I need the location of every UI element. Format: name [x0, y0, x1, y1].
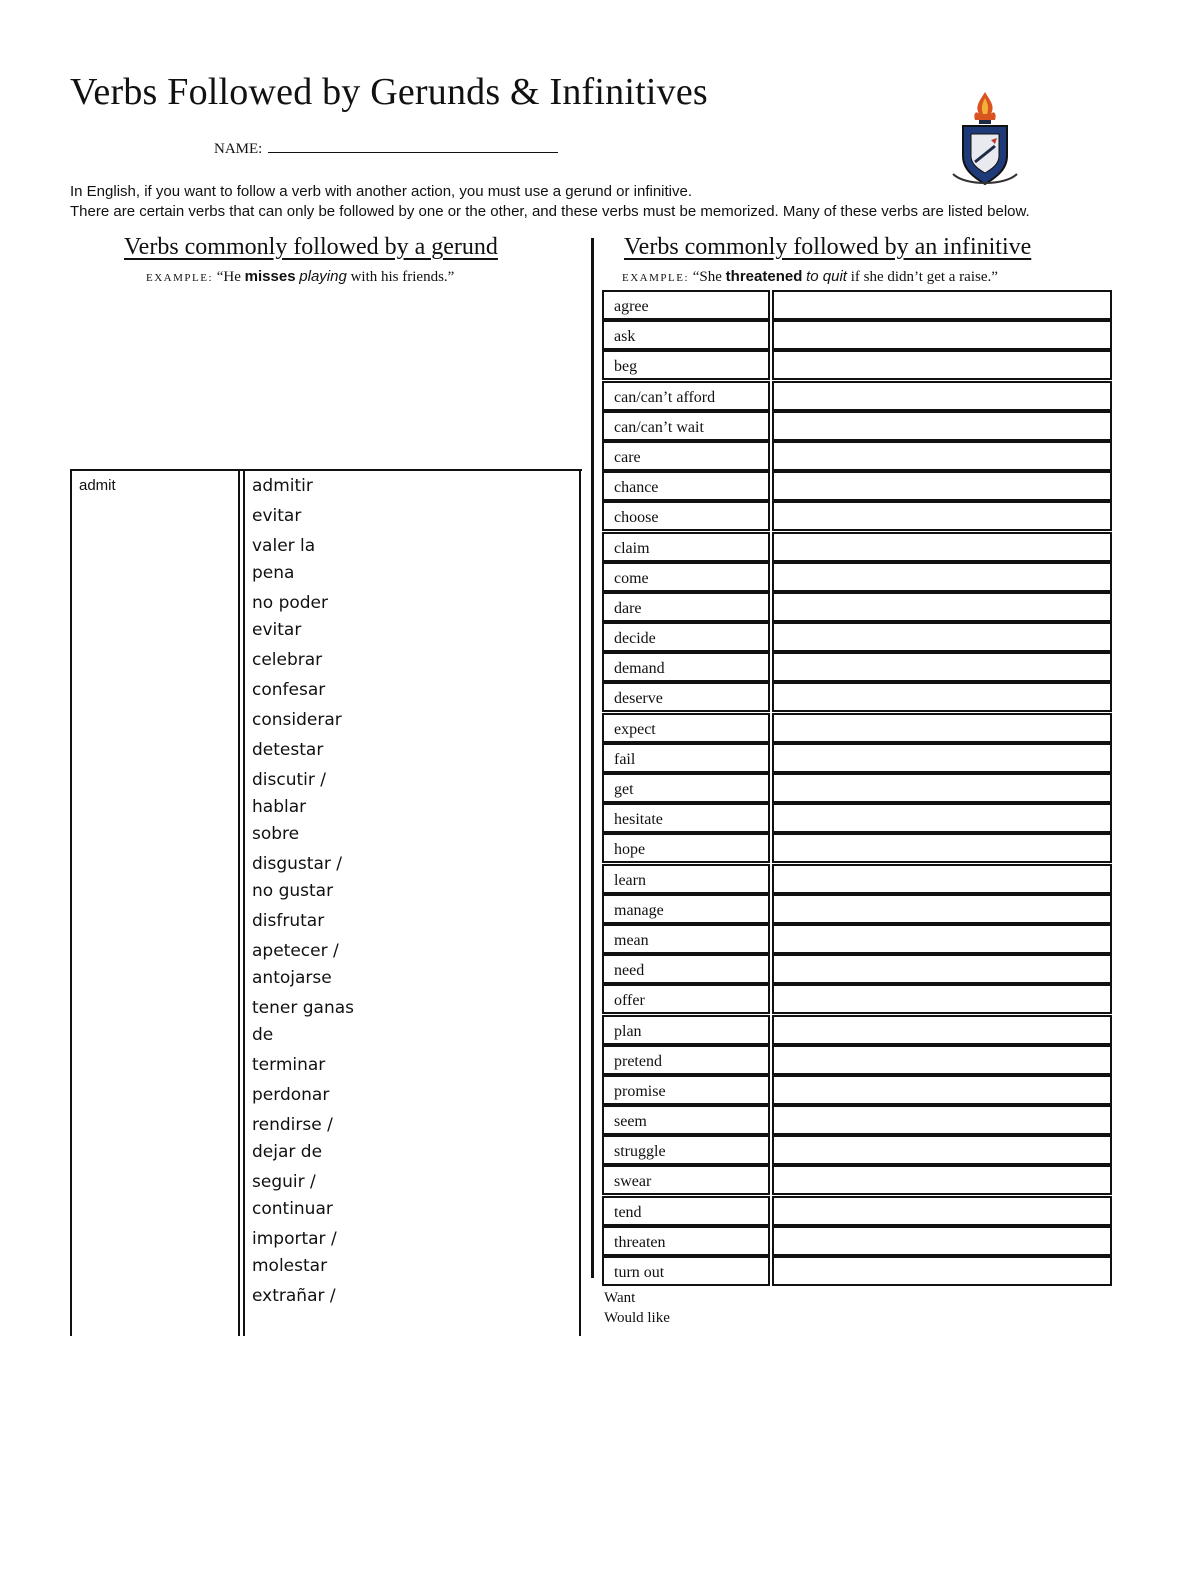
verb-cell	[602, 441, 770, 471]
verb-label: struggle	[614, 1143, 666, 1161]
table-row	[602, 381, 1114, 411]
verb-cell	[602, 1075, 770, 1105]
verb-cell	[602, 864, 770, 894]
answer-cell[interactable]	[772, 532, 1112, 562]
spanish-translation: terminar	[252, 1055, 326, 1075]
example-verb: threatened	[725, 268, 803, 285]
answer-cell[interactable]	[772, 833, 1112, 863]
verb-label: can/can’t afford	[614, 388, 716, 406]
answer-cell[interactable]	[772, 984, 1112, 1014]
answer-cell[interactable]	[772, 864, 1112, 894]
table-row	[602, 1256, 1114, 1286]
verb-label: deserve	[614, 690, 663, 708]
spanish-translation: rendirse / dejar de	[252, 1115, 333, 1162]
extra-verbs	[604, 1288, 670, 1328]
verb-cell	[602, 290, 770, 320]
gerund-heading: Verbs commonly followed by a gerund	[124, 234, 498, 260]
verb-label: hope	[614, 841, 646, 859]
table-row	[602, 803, 1114, 833]
spanish-translation: discutir / hablar sobre	[252, 770, 327, 844]
answer-cell[interactable]	[772, 290, 1112, 320]
verb-cell	[602, 894, 770, 924]
answer-cell[interactable]	[772, 713, 1112, 743]
verb-label: offer	[614, 992, 645, 1010]
name-label: NAME:	[214, 141, 263, 157]
answer-cell[interactable]	[772, 320, 1112, 350]
verb-label: beg	[614, 358, 638, 376]
intro-text	[70, 182, 1030, 222]
table-row	[602, 713, 1114, 743]
answer-cell[interactable]	[772, 562, 1112, 592]
verb-label: expect	[614, 720, 656, 738]
verb-label: tend	[614, 1203, 642, 1221]
answer-cell[interactable]	[772, 1105, 1112, 1135]
verb-cell	[602, 1045, 770, 1075]
table-row	[602, 984, 1114, 1014]
spanish-translation: extrañar /	[252, 1286, 336, 1306]
gerund-example	[146, 268, 454, 286]
table-row	[602, 1015, 1114, 1045]
verb-cell	[602, 622, 770, 652]
answer-cell[interactable]	[772, 1196, 1112, 1226]
verb-cell	[602, 350, 770, 380]
verb-cell	[602, 924, 770, 954]
table-row	[602, 350, 1114, 380]
verb-cell	[602, 803, 770, 833]
answer-cell[interactable]	[772, 1256, 1112, 1286]
answer-cell[interactable]	[772, 773, 1112, 803]
verb-label: can/can’t wait	[614, 418, 704, 436]
table-border	[70, 469, 72, 1336]
answer-cell[interactable]	[772, 894, 1112, 924]
verb-label: choose	[614, 509, 659, 527]
answer-cell[interactable]	[772, 924, 1112, 954]
verb-label: need	[614, 962, 645, 980]
verb-label: plan	[614, 1022, 642, 1040]
example-gerund: playing	[299, 268, 347, 285]
verb-label: care	[614, 448, 641, 466]
verb-cell	[602, 411, 770, 441]
verb-label: learn	[614, 871, 646, 889]
verb-cell	[602, 833, 770, 863]
table-border	[579, 469, 581, 1336]
spanish-translation: disgustar / no gustar	[252, 854, 342, 901]
verb-label: get	[614, 781, 634, 798]
verb-cell	[602, 682, 770, 712]
answer-cell[interactable]	[772, 501, 1112, 531]
table-border	[243, 469, 245, 1336]
verb-label: turn out	[614, 1264, 665, 1281]
infinitive-heading: Verbs commonly followed by an infinitive	[624, 234, 1032, 260]
table-row	[602, 924, 1114, 954]
spanish-translation: perdonar	[252, 1085, 330, 1105]
answer-cell[interactable]	[772, 441, 1112, 471]
gerund-spanish-list	[252, 473, 354, 1313]
verb-cell	[602, 1105, 770, 1135]
verb-label: come	[614, 569, 649, 587]
verb-label: threaten	[614, 1233, 666, 1251]
table-row	[602, 894, 1114, 924]
verb-label: claim	[614, 539, 650, 557]
verb-cell	[602, 652, 770, 682]
answer-cell[interactable]	[772, 471, 1112, 501]
table-row	[602, 1075, 1114, 1105]
answer-cell[interactable]	[772, 592, 1112, 622]
table-row	[602, 1196, 1114, 1226]
spanish-translation: apetecer / antojarse	[252, 941, 339, 988]
table-row	[602, 471, 1114, 501]
verb-label: fail	[614, 750, 636, 768]
table-row	[602, 290, 1114, 320]
verb-cell	[602, 743, 770, 773]
table-row	[602, 773, 1114, 803]
answer-cell[interactable]	[772, 1226, 1112, 1256]
answer-cell[interactable]	[772, 682, 1112, 712]
verb-cell	[602, 1165, 770, 1195]
table-row	[602, 592, 1114, 622]
verb-cell	[602, 1015, 770, 1045]
extra-verb: Would like	[604, 1310, 670, 1326]
example-verb: misses	[244, 268, 296, 285]
spanish-translation: detestar	[252, 740, 324, 760]
verb-label: mean	[614, 931, 649, 949]
answer-cell[interactable]	[772, 411, 1112, 441]
school-crest-logo	[945, 90, 1025, 190]
verb-label: hesitate	[614, 811, 663, 829]
gerund-english-verb: admit	[79, 477, 116, 494]
extra-verb: Want	[604, 1290, 636, 1306]
table-row	[602, 1105, 1114, 1135]
table-border	[238, 469, 240, 1336]
verb-label: manage	[614, 901, 664, 919]
answer-cell[interactable]	[772, 803, 1112, 833]
table-row	[602, 501, 1114, 531]
verb-label: pretend	[614, 1052, 662, 1070]
answer-cell[interactable]	[772, 652, 1112, 682]
table-row	[602, 1165, 1114, 1195]
verb-cell	[602, 984, 770, 1014]
verb-cell	[602, 320, 770, 350]
table-row	[602, 833, 1114, 863]
example-infinitive: to quit	[806, 268, 847, 285]
table-row	[602, 1135, 1114, 1165]
name-blank-line[interactable]	[268, 140, 558, 153]
spanish-translation: no poder evitar	[252, 593, 329, 640]
column-divider	[591, 238, 594, 1278]
table-border	[70, 469, 582, 471]
example-before: “He	[216, 269, 245, 285]
verb-cell	[602, 532, 770, 562]
verb-label: seem	[614, 1113, 647, 1131]
example-label: EXAMPLE:	[146, 272, 213, 284]
example-after: if she didn’t get a raise.”	[846, 269, 998, 285]
verb-cell	[602, 381, 770, 411]
infinitive-table	[602, 290, 1114, 1286]
verb-cell	[602, 501, 770, 531]
example-before: “She	[692, 269, 726, 285]
verb-cell	[602, 1196, 770, 1226]
table-row	[602, 532, 1114, 562]
table-row	[602, 954, 1114, 984]
verb-cell	[602, 1135, 770, 1165]
spanish-translation: tener ganas de	[252, 998, 355, 1045]
verb-cell	[602, 954, 770, 984]
verb-cell	[602, 471, 770, 501]
spanish-translation: evitar	[252, 506, 302, 526]
answer-cell[interactable]	[772, 350, 1112, 380]
table-row	[602, 320, 1114, 350]
table-row	[602, 743, 1114, 773]
verb-label: chance	[614, 479, 659, 497]
verb-label: demand	[614, 660, 665, 678]
answer-cell[interactable]	[772, 1015, 1112, 1045]
verb-label: swear	[614, 1173, 652, 1191]
table-row	[602, 441, 1114, 471]
answer-cell[interactable]	[772, 1135, 1112, 1165]
answer-cell[interactable]	[772, 1075, 1112, 1105]
spanish-translation: importar / molestar	[252, 1229, 337, 1276]
name-field[interactable]	[214, 140, 558, 158]
verb-cell	[602, 713, 770, 743]
verb-label: promise	[614, 1082, 666, 1100]
verb-cell	[602, 1256, 770, 1286]
example-after: with his friends.”	[346, 269, 455, 285]
example-label: EXAMPLE:	[622, 272, 689, 284]
answer-cell[interactable]	[772, 381, 1112, 411]
spanish-translation: celebrar	[252, 650, 323, 670]
table-row	[602, 682, 1114, 712]
infinitive-example	[622, 268, 998, 286]
table-row	[602, 1226, 1114, 1256]
spanish-translation: valer la pena	[252, 536, 316, 583]
answer-cell[interactable]	[772, 622, 1112, 652]
table-row	[602, 864, 1114, 894]
verb-cell	[602, 562, 770, 592]
table-row	[602, 622, 1114, 652]
answer-cell[interactable]	[772, 1045, 1112, 1075]
verb-label: decide	[614, 630, 656, 648]
table-row	[602, 562, 1114, 592]
verb-label: ask	[614, 328, 636, 346]
gerund-table	[70, 469, 582, 1336]
page-title: Verbs Followed by Gerunds & Infinitives	[70, 71, 708, 113]
answer-cell[interactable]	[772, 743, 1112, 773]
spanish-translation: confesar	[252, 680, 326, 700]
spanish-translation: seguir / continuar	[252, 1172, 333, 1219]
answer-cell[interactable]	[772, 954, 1112, 984]
verb-cell	[602, 1226, 770, 1256]
verb-label: agree	[614, 298, 649, 315]
answer-cell[interactable]	[772, 1165, 1112, 1195]
verb-cell	[602, 773, 770, 803]
spanish-translation: admitir	[252, 476, 313, 496]
table-row	[602, 411, 1114, 441]
verb-label: dare	[614, 599, 642, 617]
intro-line-2: There are certain verbs that can only be followed by one or the other, and these verbs must be memorized. Many of these verbs are listed below.	[70, 203, 1030, 220]
table-row	[602, 652, 1114, 682]
spanish-translation: considerar	[252, 710, 342, 730]
verb-cell	[602, 592, 770, 622]
spanish-translation: disfrutar	[252, 911, 325, 931]
table-row	[602, 1045, 1114, 1075]
intro-line-1: In English, if you want to follow a verb with another action, you must use a gerund or infinitive.	[70, 183, 693, 200]
